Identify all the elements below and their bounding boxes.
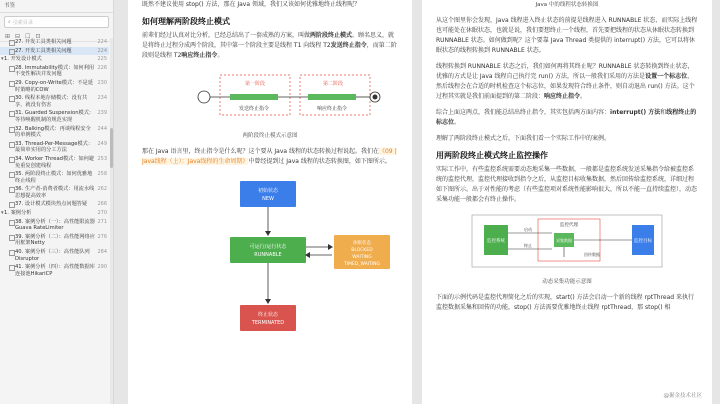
bookmark-icon xyxy=(9,250,15,256)
toc-page-number: 253 xyxy=(97,155,107,162)
toc-page-number: 270 xyxy=(97,210,107,217)
toc-section[interactable] xyxy=(0,55,109,64)
scrollbar-thumb[interactable] xyxy=(110,128,113,168)
paragraph: 前辈们经过认真对比分析，已经总结出了一套成熟的方案，叫做两阶段终止模式。顾名思义，就是将终止过程分成两个阶段，其中第一个阶段主要是线程 T1 向线程 T2发送终止指令，而第二阶段则是线程 T2响应终止指令。 xyxy=(142,32,397,59)
stage2-label: 第二阶段 xyxy=(322,81,344,87)
bookmark-icon xyxy=(9,187,15,193)
toc-item[interactable] xyxy=(0,47,109,56)
toc-item[interactable] xyxy=(0,263,109,278)
figure-caption: 两阶段终止模式示意图 xyxy=(242,133,298,139)
state-new-line1: 初始状态 xyxy=(257,188,279,194)
toc-label: 38. 案例分析（一）：高性能限流器Guava RateLimiter xyxy=(15,218,95,232)
toc-label: 35. 两阶段终止模式：如何优雅地终止线程 xyxy=(15,171,93,184)
bookmark-icon xyxy=(9,96,15,102)
state-blocked-line1: 休眠状态 xyxy=(353,241,371,246)
search-placeholder: 引索目录 xyxy=(12,19,33,26)
monitor-target-label: 监控目标 xyxy=(634,239,652,244)
toc-page-number: 224 xyxy=(97,39,107,45)
monitor-system-label: 监控系统 xyxy=(487,239,505,244)
monitor-diagram xyxy=(436,211,698,275)
toc-label: 36. 生产者-消费者模式：用流水线思想提高效率 xyxy=(15,186,95,199)
state-blocked-line4: TIMED_WAITING xyxy=(343,262,381,267)
pdf-page-right xyxy=(422,0,712,404)
toc-label: 34. Worker Thread模式：如何避免重复创建线程 xyxy=(15,155,95,169)
toc-item[interactable] xyxy=(0,94,109,109)
toc-label: 37. 设计模式模块热点问题答疑 xyxy=(15,201,88,208)
view-gutter xyxy=(114,0,128,404)
toc-page-number: 249 xyxy=(97,140,107,147)
start-label: 启动 xyxy=(524,227,532,232)
view-right-edge xyxy=(712,0,720,404)
bookmark-icon xyxy=(9,127,15,133)
toc-label: 1. 开发设计模式 xyxy=(4,56,42,63)
toc-label: 29. Copy-on-Write模式：不是延时策略的COW xyxy=(15,79,93,93)
toc-item[interactable] xyxy=(0,64,109,79)
state-blocked-line2: BLOCKED xyxy=(351,248,373,253)
toc-item[interactable] xyxy=(0,233,109,248)
sidebar-scrollbar[interactable] xyxy=(110,38,113,404)
toc-item[interactable] xyxy=(0,185,109,200)
watermark: @掘金技术社区 xyxy=(663,393,702,399)
bookmark-icon xyxy=(9,235,15,241)
toc-page-number: 225 xyxy=(97,56,107,63)
paragraph: 既然不建议使用 stop() 方法，那在 Java 领域，我们又该如何优雅地终止线程呢？ xyxy=(142,1,360,8)
toc-page-number: 239 xyxy=(97,110,107,117)
toc-page-number: 234 xyxy=(97,95,107,102)
state-terminated-line2: TERMINATED xyxy=(251,320,285,326)
bookmark-icon xyxy=(9,220,15,226)
toc-page-number: 224 xyxy=(97,47,107,54)
toc-label: 28. Immutability模式：如何利用不变性解决并发问题 xyxy=(15,64,95,78)
state-new-line2: NEW xyxy=(262,196,274,202)
toc-section[interactable] xyxy=(0,209,109,218)
toc-label: 27. 开发工具类相关问题 xyxy=(15,47,72,54)
toc-page-number: 262 xyxy=(97,186,107,193)
toc-item[interactable] xyxy=(0,109,109,124)
toc-label: 39. 案例分析（二）：高性能网络应用框架Netty xyxy=(15,233,95,247)
toc-label: 40. 案例分析（三）：高性能队列Disruptor xyxy=(15,249,90,262)
paragraph: 从这个图里你会发现，Java 线程进入终止状态的前提是线程进入 RUNNABLE 状态，而实际上线程也可能处在休眠状态，也就是说，我们要想终止一个线程，首先要把线程的状态从休眠状态转换到 RUNNABLE 状态。如何做到呢？这个要靠 Java Thread 类提供的 interrupt() 方法，它可以将休眠状态的线程转换到 RUNNABLE 状态。 xyxy=(436,17,698,54)
chevron-down-icon[interactable]: ▾ xyxy=(1,210,4,217)
page-separator xyxy=(412,0,422,404)
bookmark-add-icon[interactable]: ☐ xyxy=(25,32,31,40)
bookmark-sidebar xyxy=(0,0,114,404)
bookmark-icon xyxy=(9,81,15,87)
toc-item[interactable] xyxy=(0,79,109,94)
paragraph: 下面的示例代码是监控代理简化之后的实现，start() 方法会启动一个新的线程 rptThread 来执行监控数据采集和回传的功能，stop() 方法需要优雅地终止线程 rptThread，那 stop() 相 xyxy=(436,294,694,311)
chevron-down-icon[interactable]: ▾ xyxy=(1,56,4,63)
two-phase-diagram xyxy=(142,67,398,129)
toc-page-number: 266 xyxy=(97,201,107,208)
state-terminated-line1: 终止状态 xyxy=(257,312,279,318)
paragraph: 那在 Java 语言里，终止指令是什么呢？这个要从 Java 线程的状态转换过程说起。我们在《09 | Java线程（上）：Java线程的生命周期》中曾经提到过 Java 线程的状态转换图，如下图所示。 xyxy=(142,148,397,165)
figure-caption: Java 中的线程状态转换图 xyxy=(535,2,599,8)
collect-label: 采集数据 xyxy=(556,238,572,243)
monitor-agent-label: 监控代理 xyxy=(560,223,578,228)
bookmark-icon xyxy=(9,142,15,148)
toc-page-number: 226 xyxy=(97,64,107,71)
state-runnable-line1: 可运行/运行状态 xyxy=(249,244,287,250)
toc-page-number: 276 xyxy=(97,233,107,240)
paragraph: 综合上面这两点，我们能总结出终止指令，其实包括两方面内容：interrupt() 方法和线程终止的标志位。 xyxy=(436,109,697,126)
section-heading: 用两阶段终止模式终止监控操作 xyxy=(436,151,548,160)
toc-page-number: 290 xyxy=(97,264,107,271)
sidebar-search-input[interactable] xyxy=(4,16,109,28)
bookmark-icon xyxy=(9,172,15,178)
toc-item[interactable] xyxy=(0,170,109,185)
collapse-all-icon[interactable]: ⊟ xyxy=(15,32,21,40)
state-runnable-line2: RUNNABLE xyxy=(254,252,282,258)
section-heading: 如何理解两阶段终止模式 xyxy=(142,17,230,26)
toc-page-number: 271 xyxy=(97,218,107,225)
toc-label: 31. Guarded Suspension模式：等待唤醒机制的规范实现 xyxy=(15,110,95,123)
toc-label: 41. 案例分析（四）：高性能数据库连接池HikariCP xyxy=(15,264,95,277)
paragraph: 理解了两阶段终止模式之后，下面我们看一个实际工作中的案例。 xyxy=(436,135,611,142)
bookmark-icon xyxy=(9,111,15,117)
table-of-contents xyxy=(0,38,109,404)
bookmark-icon xyxy=(9,265,15,271)
toc-item[interactable] xyxy=(0,155,109,170)
stop-label: 终止 xyxy=(524,243,532,248)
bookmark-options-icon[interactable]: ⊡ xyxy=(35,32,41,40)
toc-item[interactable] xyxy=(0,38,109,47)
toc-item[interactable] xyxy=(0,140,109,155)
toc-label: 27. 开发工具类相关问题 xyxy=(15,39,72,45)
pdf-page-left xyxy=(128,0,412,404)
respond-stop-label: 响应终止指令 xyxy=(316,106,348,112)
toc-label: 30. 线程本地存储模式：没有共享，就没有伤害 xyxy=(15,95,88,108)
toc-page-number: 244 xyxy=(97,125,107,132)
toc-item[interactable] xyxy=(0,200,109,209)
thread-state-diagram xyxy=(142,173,398,343)
sidebar-title: 书签 xyxy=(0,0,113,13)
bookmark-icon xyxy=(9,157,15,163)
send-stop-label: 发送终止指令 xyxy=(238,106,270,112)
paragraph: 实际工作中，有些监控系统需要动态地采集一些数据，一般都是监控系统发送采集指令给被监控系统的监控代理，监控代理接收到指令之后，从监控目标收集数据，然后回传给监控系统，详细过程如下图所示。出于对性能的考虑（有些监控项对系统性能影响很大，所以不能一直持续监控），动态采集功能一般都会有终止操作。 xyxy=(436,166,698,203)
stage1-label: 第一阶段 xyxy=(244,81,266,87)
search-icon: ⌕ xyxy=(8,19,11,25)
toc-item[interactable] xyxy=(0,248,109,263)
bookmark-icon xyxy=(9,40,15,46)
toc-label: 1. 案例分析 xyxy=(4,210,32,217)
expand-all-icon[interactable]: ⊞ xyxy=(5,32,11,40)
toc-label: 32. Balking模式：再谈线程安全的单例模式 xyxy=(15,125,91,139)
bookmark-icon xyxy=(9,49,15,55)
reply-label: 回传数据 xyxy=(584,252,600,257)
toc-page-number: 230 xyxy=(97,79,107,86)
chapter-link[interactable]: 《09 | Java线程（上）：Java线程的生命周期》 xyxy=(142,148,397,165)
toc-page-number: 284 xyxy=(97,249,107,256)
toc-page-number: 258 xyxy=(97,171,107,178)
toc-item[interactable] xyxy=(0,125,109,140)
figure-caption: 动态采集功能示意图 xyxy=(542,279,592,285)
bookmark-icon xyxy=(9,202,15,208)
bookmark-icon xyxy=(9,66,15,72)
toc-label: 33. Thread-Per-Message模式：最简单实用的分工方法 xyxy=(15,140,94,154)
state-blocked-line3: WAITING xyxy=(352,255,372,260)
toc-item[interactable] xyxy=(0,218,109,233)
paragraph: 线程转换到 RUNNABLE 状态之后，我们如何再将其终止呢？RUNNABLE 状态转换到终止状态，优雅的方式是让 Java 线程自己执行完 run() 方法，所以一般我们采用的方法是设置一个标志位，然后线程会在合适的时机检查这个标志位，如果发现符合终止条件，则自动退出 run() 方法。这个过程其实就是我们前面提到的第二阶段：响应终止指令。 xyxy=(436,63,695,100)
